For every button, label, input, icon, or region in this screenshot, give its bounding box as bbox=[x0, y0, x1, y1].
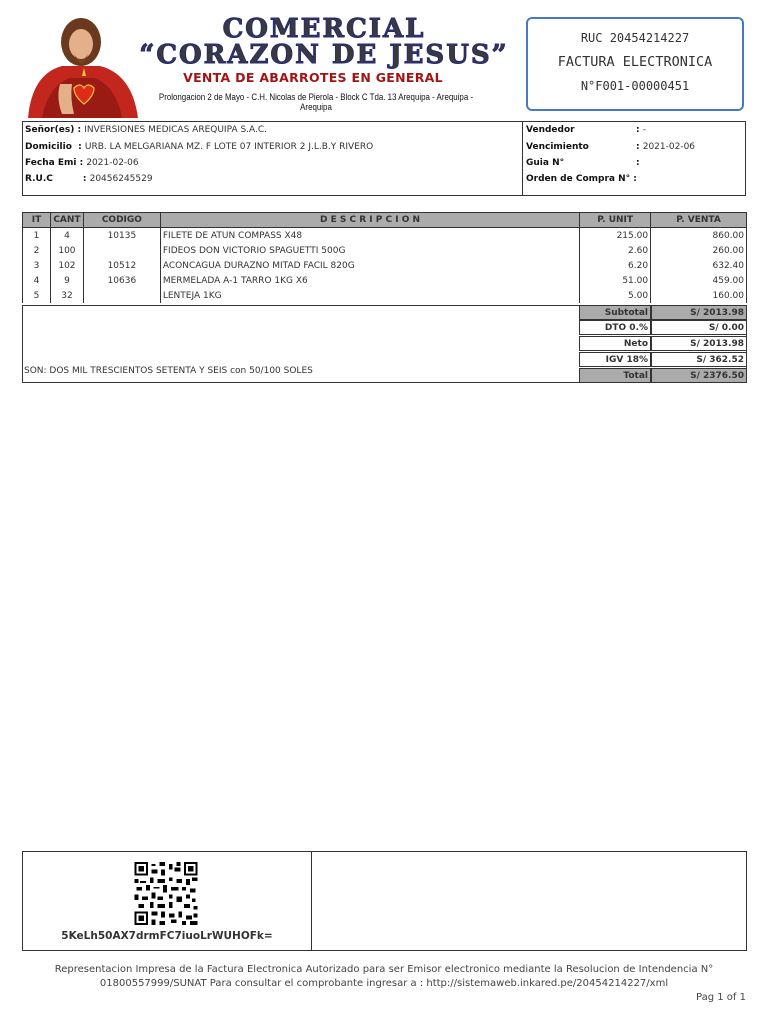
client-address: URB. LA MELGARIANA MZ. F LOTE 07 INTERIOR 2 J.L.B.Y RIVERO bbox=[84, 142, 374, 152]
igv-row bbox=[579, 352, 747, 367]
shop-address: Prolongacion 2 de Mayo - C.H. Nicolas de Pierola - Block C Tda. 13 Arequipa - Arequipa - Arequipa bbox=[158, 92, 474, 112]
total-value: S/ 2376.50 bbox=[651, 368, 747, 383]
cell-punit: 6.20 bbox=[580, 258, 651, 273]
subtotal-value: S/ 2013.98 bbox=[651, 305, 747, 320]
invoice-id-box bbox=[526, 17, 744, 111]
legal-footer: Representacion Impresa de la Factura Electronica Autorizado para ser Emisor electronico mediante la Resolucion de Intendencia N° 01800557999/SUNAT Para consultar el comprobante ingresar a : http://sistemaweb.inkared.pe/20454214227/xml bbox=[54, 964, 714, 989]
client-info-divider bbox=[522, 121, 523, 196]
cell-descripcion: LENTEJA 1KG bbox=[160, 288, 579, 303]
cell-pventa: 632.40 bbox=[651, 258, 747, 273]
table-row bbox=[23, 258, 747, 273]
cell-punit: 5.00 bbox=[580, 288, 651, 303]
cell-pventa: 260.00 bbox=[651, 243, 747, 258]
table-row bbox=[23, 243, 747, 258]
cell-it: 4 bbox=[23, 273, 51, 288]
cell-descripcion: FILETE DE ATUN COMPASS X48 bbox=[160, 228, 579, 244]
purchase-order-label: Orden de Compra N° : bbox=[526, 174, 637, 184]
col-header-it: IT bbox=[23, 213, 51, 228]
seller-value-row: : - bbox=[636, 125, 646, 135]
document-hash: 5KeLh50AX7drmFC7iuoLrWUHOFk= bbox=[61, 930, 273, 942]
cell-it: 2 bbox=[23, 243, 51, 258]
issue-date: 2021-02-06 bbox=[86, 158, 139, 168]
shop-tagline: VENTA DE ABARROTES EN GENERAL bbox=[183, 70, 443, 85]
items-table bbox=[22, 212, 747, 303]
table-header-row bbox=[23, 213, 747, 228]
company-ruc: RUC 20454214227 bbox=[580, 31, 690, 45]
cell-pventa: 160.00 bbox=[651, 288, 747, 303]
net-row bbox=[579, 336, 747, 351]
table-row bbox=[23, 288, 747, 303]
client-ruc-label: R.U.C bbox=[25, 174, 53, 184]
total-label: Total bbox=[579, 368, 651, 383]
col-header-cant: CANT bbox=[50, 213, 83, 228]
total-row bbox=[579, 368, 747, 383]
subtotal-row bbox=[579, 305, 747, 320]
page-number: Pag 1 of 1 bbox=[696, 992, 746, 1003]
net-label: Neto bbox=[579, 336, 651, 351]
due-date-value-row: : 2021-02-06 bbox=[636, 142, 696, 152]
cell-pventa: 459.00 bbox=[651, 273, 747, 288]
igv-label: IGV 18% bbox=[579, 352, 651, 367]
cell-codigo: 10512 bbox=[83, 258, 160, 273]
discount-value: S/ 0.00 bbox=[651, 320, 747, 335]
cell-punit: 2.60 bbox=[580, 243, 651, 258]
client-name-row: Señor(es) : INVERSIONES MEDICAS AREQUIPA S.A.C. bbox=[25, 125, 268, 135]
table-row bbox=[23, 273, 747, 288]
col-header-codigo: CODIGO bbox=[83, 213, 160, 228]
issue-date-row: Fecha Emi : 2021-02-06 bbox=[25, 158, 139, 168]
cell-cant: 4 bbox=[50, 228, 83, 244]
client-address-label: Domicilio bbox=[25, 142, 72, 152]
cell-descripcion: FIDEOS DON VICTORIO SPAGUETTI 500G bbox=[160, 243, 579, 258]
cell-descripcion: MERMELADA A-1 TARRO 1KG X6 bbox=[160, 273, 579, 288]
cell-punit: 51.00 bbox=[580, 273, 651, 288]
seller-label: Vendedor bbox=[526, 125, 575, 135]
guide-row bbox=[526, 158, 564, 168]
guide-value-row: : bbox=[636, 158, 640, 168]
subtotal-label: Subtotal bbox=[579, 305, 651, 320]
shop-name-line1: COMERCIAL bbox=[222, 14, 426, 44]
cell-it: 1 bbox=[23, 228, 51, 244]
client-ruc: 20456245529 bbox=[89, 174, 153, 184]
seller-value: - bbox=[642, 125, 646, 135]
due-date-label: Vencimiento bbox=[526, 142, 589, 152]
col-header-pventa: P. VENTA bbox=[651, 213, 747, 228]
cell-cant: 9 bbox=[50, 273, 83, 288]
purchase-order-row bbox=[526, 174, 637, 184]
amount-in-words: SON: DOS MIL TRESCIENTOS SETENTA Y SEIS con 50/100 SOLES bbox=[24, 366, 313, 376]
cell-it: 3 bbox=[23, 258, 51, 273]
col-header-punit: P. UNIT bbox=[580, 213, 651, 228]
document-type: FACTURA ELECTRONICA bbox=[557, 54, 713, 70]
due-date: 2021-02-06 bbox=[642, 142, 696, 152]
discount-label: DTO 0.% bbox=[579, 320, 651, 335]
cell-it: 5 bbox=[23, 288, 51, 303]
igv-value: S/ 362.52 bbox=[651, 352, 747, 367]
cell-descripcion: ACONCAGUA DURAZNO MITAD FACIL 820G bbox=[160, 258, 579, 273]
client-ruc-row: R.U.C : 20456245529 bbox=[25, 174, 153, 184]
client-name: INVERSIONES MEDICAS AREQUIPA S.A.C. bbox=[84, 125, 268, 135]
discount-row bbox=[579, 320, 747, 335]
guide-label: Guia N° bbox=[526, 158, 565, 168]
cell-codigo: 10636 bbox=[83, 273, 160, 288]
cell-codigo: 10135 bbox=[83, 228, 160, 244]
net-value: S/ 2013.98 bbox=[651, 336, 747, 351]
col-header-descripcion: D E S C R I P C I O N bbox=[160, 213, 579, 228]
cell-codigo bbox=[83, 288, 160, 303]
cell-codigo bbox=[83, 243, 160, 258]
cell-cant: 32 bbox=[50, 288, 83, 303]
shop-name-line2: “CORAZON DE JESUS” bbox=[139, 40, 509, 70]
document-number: N°F001-00000451 bbox=[580, 79, 690, 93]
issue-date-label: Fecha Emi bbox=[25, 158, 77, 168]
cell-cant: 102 bbox=[50, 258, 83, 273]
qr-code-icon bbox=[133, 862, 199, 925]
cell-pventa: 860.00 bbox=[651, 228, 747, 244]
client-name-label: Señor(es) bbox=[25, 125, 75, 135]
table-row bbox=[23, 228, 747, 244]
cell-punit: 215.00 bbox=[580, 228, 651, 244]
due-date-row bbox=[526, 142, 589, 152]
cell-cant: 100 bbox=[50, 243, 83, 258]
client-address-row: Domicilio : URB. LA MELGARIANA MZ. F LOTE 07 INTERIOR 2 J.L.B.Y RIVERO bbox=[25, 142, 374, 152]
seller-row bbox=[526, 125, 575, 135]
